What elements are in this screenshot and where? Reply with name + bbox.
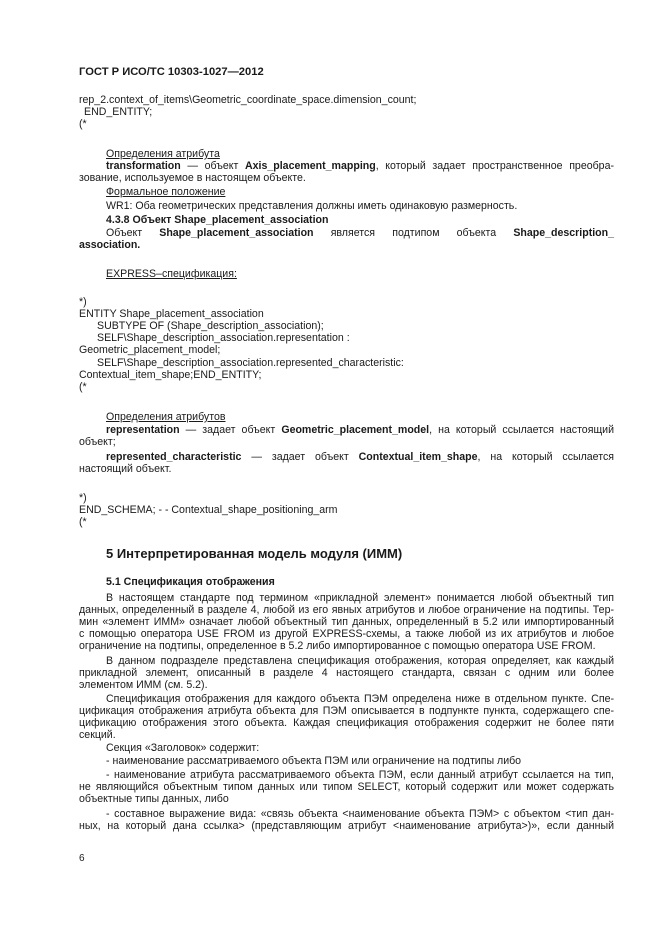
list-item: - составное выражение вида: «связь объекта <наименование объекта ПЭМ> с объектом <тип дан- <box>106 808 614 820</box>
attribute-definition-line: representation — задает объект Geometric_placement_model, на который ссылается настоящий <box>106 424 614 436</box>
paragraph-line: Секция «Заголовок» содержит: <box>106 742 260 754</box>
code-line: Contextual_item_shape;END_ENTITY; <box>79 369 262 381</box>
paragraph-line: Спецификация отображения для каждого объекта ПЭМ определена ниже в отдельном пункте. Спе- <box>106 693 614 705</box>
code-line: (* <box>79 516 87 528</box>
attribute-definition-line: настоящий объект. <box>79 463 172 475</box>
attribute-definitions-heading: Определения атрибута <box>106 148 220 160</box>
formal-propositions-heading: Формальное положение <box>106 186 226 198</box>
attribute-definitions-heading: Определения атрибутов <box>106 411 226 423</box>
code-line: *) <box>79 296 87 308</box>
list-item: объектные типы данных, либо <box>79 793 229 805</box>
paragraph-line: мин «элемент ИММ» означает любой объектный тип данных, определенный в 5.2 или импортированный <box>79 616 614 628</box>
code-line: SUBTYPE OF (Shape_description_association); <box>97 320 324 332</box>
list-item: не являющийся объектным типом данных или типом SELECT, который содержит или может содержать <box>79 781 614 793</box>
subsection-heading: 4.3.8 Объект Shape_placement_association <box>106 214 329 226</box>
paragraph-line: данных, определенный в разделе 4, любой из его явных атрибутов и любое ограничение на подтипы. Тер- <box>79 604 614 616</box>
code-line: *) <box>79 492 87 504</box>
code-line: Geometric_placement_model; <box>79 344 221 356</box>
paragraph-line: ограничение на подтипы, определенное в 5.2 либо импортированное с помощью оператора USE FROM. <box>79 640 596 652</box>
list-item: ных, на который дана ссылка> (представляющим атрибут <наименование атрибута>)», если данный <box>79 820 614 832</box>
paragraph-line: Объект Shape_placement_association является подтипом объекта Shape_description_ <box>106 227 614 239</box>
paragraph-line: элементом ИММ (см. 5.2). <box>79 679 208 691</box>
paragraph-line: с помощью оператора USE FROM из другой EXPRESS-схемы, а также любой из их атрибутов и любое <box>79 628 614 640</box>
code-line: SELF\Shape_description_association.represented_characteristic: <box>97 357 404 369</box>
code-line: END_SCHEMA; - - Contextual_shape_positioning_arm <box>79 504 338 516</box>
paragraph-line: цификацию отображения этого объекта. Каждая спецификация отображения содержит не более пяти <box>79 717 614 729</box>
list-item: - наименование рассматриваемого объекта ПЭМ или ограничение на подтипы либо <box>106 755 522 767</box>
attribute-definition-line: зование, используемое в настоящем объекте. <box>79 172 306 184</box>
subsection-title: 5.1 Спецификация отображения <box>106 576 275 588</box>
code-line: END_ENTITY; <box>84 106 153 118</box>
paragraph-line: В настоящем стандарте под термином «прикладной элемент» понимается любой объектный тип <box>106 592 614 604</box>
code-line: (* <box>79 118 87 130</box>
paragraph-line: прикладной элемент, описанный в разделе 4 настоящего стандарта, связан с одним или более <box>79 667 614 679</box>
paragraph-line: В данном подразделе представлена спецификация отображения, которая определяет, как каждый <box>106 655 614 667</box>
code-line: ENTITY Shape_placement_association <box>79 308 264 320</box>
list-item: - наименование атрибута рассматриваемого объекта ПЭМ, если данный атрибут ссылается на тип, <box>106 769 614 781</box>
code-line: (* <box>79 381 87 393</box>
paragraph-line: цификация отображения атрибута объекта для ПЭМ описывается в подпункте пункта, содержащего спе- <box>79 705 614 717</box>
attribute-definition-line: объект; <box>79 436 116 448</box>
paragraph-line: association. <box>79 239 141 251</box>
running-header: ГОСТ Р ИСО/ТС 10303-1027—2012 <box>79 66 264 78</box>
attribute-definition-line: represented_characteristic — задает объект Contextual_item_shape, на который ссылается <box>106 451 614 463</box>
attribute-definition-line: transformation — объект Axis_placement_mapping, который задает пространственное преобра- <box>106 160 614 172</box>
code-line: rep_2.context_of_items\Geometric_coordinate_space.dimension_count; <box>79 94 417 106</box>
code-line: SELF\Shape_description_association.representation : <box>97 332 350 344</box>
section-title: 5 Интерпретированная модель модуля (ИММ) <box>106 546 403 561</box>
rule-line: WR1: Оба геометрических представления должны иметь одинаковую размерность. <box>106 200 518 212</box>
express-spec-heading: EXPRESS–спецификация: <box>106 268 237 280</box>
page-number: 6 <box>79 853 85 864</box>
paragraph-line: секций. <box>79 729 116 741</box>
